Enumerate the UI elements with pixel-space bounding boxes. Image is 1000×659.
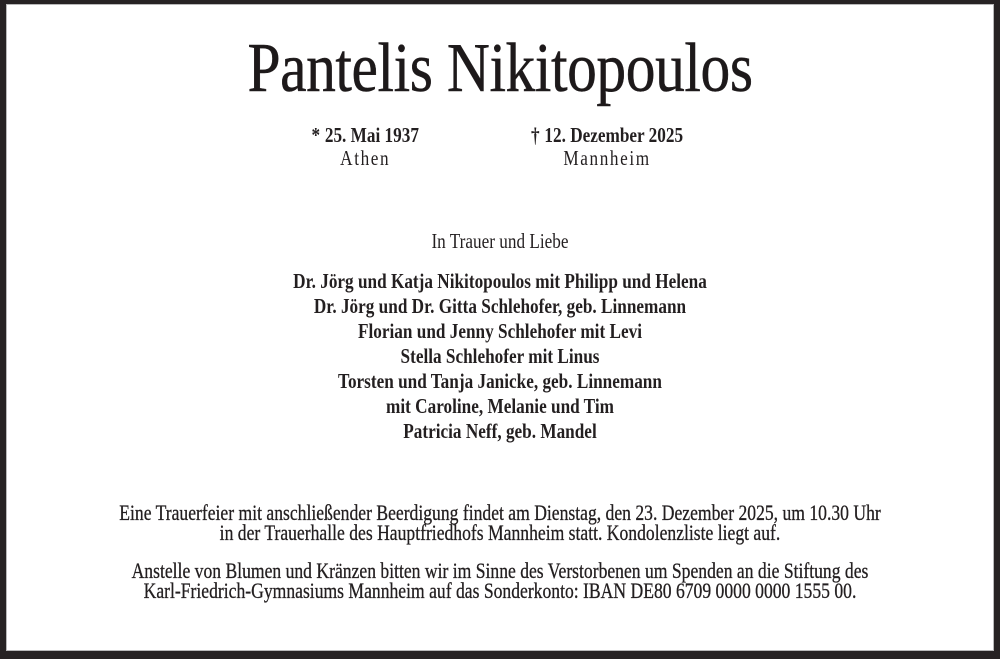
deceased-name: Pantelis Nikitopoulos	[247, 30, 753, 107]
mourner-line: mit Caroline, Melanie und Tim	[386, 394, 614, 418]
funeral-info-line: Eine Trauerfeier mit anschließender Beerdigung findet am Dienstag, den 23. Dezember 2025, um 10.30 Uhr	[119, 500, 881, 525]
death-place: Mannheim	[563, 146, 651, 170]
funeral-info	[105, 500, 895, 545]
donation-info-line: Anstelle von Blumen und Kränzen bitten wir im Sinne des Verstorbenen um Spenden an die Stiftung des	[131, 558, 869, 583]
life-dates	[6, 124, 994, 170]
birth-info	[311, 124, 419, 170]
donation-info-line: Karl-Friedrich-Gymnasiums Mannheim auf das Sonderkonto: IBAN DE80 6709 0000 0000 1555 00.	[143, 578, 857, 603]
mourner-line: Patricia Neff, geb. Mandel	[403, 419, 597, 443]
mourner-line: Torsten und Tanja Janicke, geb. Linnemann	[338, 369, 662, 393]
mourner-line: Stella Schlehofer mit Linus	[400, 344, 600, 368]
funeral-info-line: in der Trauerhalle des Hauptfriedhofs Mannheim statt. Kondolenzliste liegt auf.	[219, 520, 781, 545]
death-date-text: 12. Dezember 2025	[544, 123, 684, 147]
birth-star-symbol: *	[311, 123, 320, 147]
obituary-notice	[6, 4, 994, 651]
death-date	[531, 124, 683, 147]
mourning-intro: In Trauer und Liebe	[431, 229, 569, 253]
birth-date	[311, 124, 419, 147]
mourners-list	[105, 269, 895, 444]
mourner-line: Dr. Jörg und Katja Nikitopoulos mit Philipp und Helena	[293, 269, 707, 293]
birth-date-text: 25. Mai 1937	[324, 123, 419, 147]
death-info	[531, 124, 683, 170]
mourner-line: Dr. Jörg und Dr. Gitta Schlehofer, geb. Linnemann	[313, 294, 687, 318]
death-cross-symbol: †	[531, 123, 540, 147]
mourner-line: Florian und Jenny Schlehofer mit Levi	[358, 319, 642, 343]
donation-info	[105, 558, 895, 603]
birth-place: Athen	[339, 146, 390, 170]
